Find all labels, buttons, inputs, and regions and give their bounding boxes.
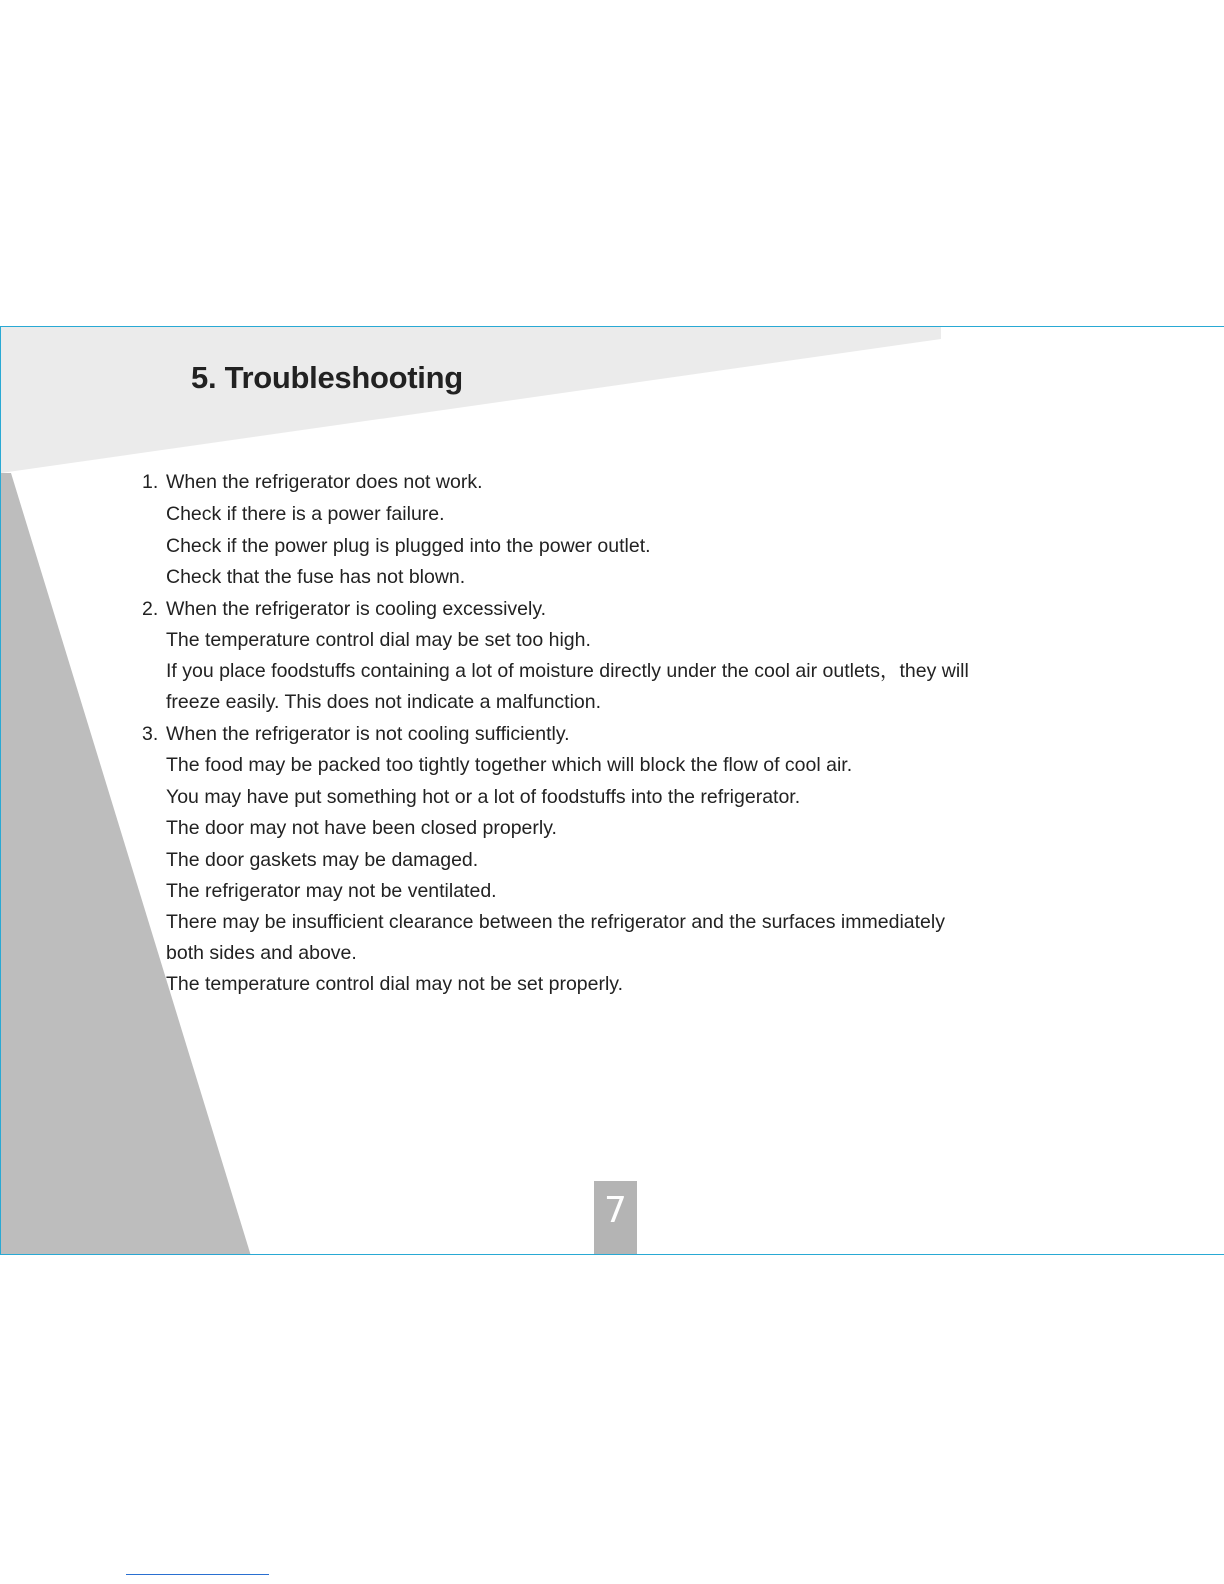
item-detail: freeze easily. This does not indicate a malfunction. [166, 691, 602, 713]
manual-page [0, 326, 1224, 1255]
item-detail: You may have put something hot or a lot of foodstuffs into the refrigerator. [166, 786, 801, 808]
item-detail: The food may be packed too tightly together which will block the flow of cool air. [166, 754, 853, 776]
item-number: 1. [142, 471, 159, 493]
item-heading: When the refrigerator does not work. [166, 471, 483, 493]
page-number: 7 [604, 1190, 627, 1231]
item-number: 3. [142, 723, 159, 745]
light-diagonal-band [1, 327, 941, 473]
item-heading: When the refrigerator is not cooling sufficiently. [166, 723, 570, 745]
item-detail: Check if there is a power failure. [166, 503, 445, 525]
item-detail: The door may not have been closed properly. [166, 817, 557, 839]
item-number: 2. [142, 598, 159, 620]
item-detail: The temperature control dial may be set too high. [166, 629, 591, 651]
item-detail: Check if the power plug is plugged into the power outlet. [166, 535, 651, 557]
page-number-badge [594, 1181, 637, 1255]
item-detail: Check that the fuse has not blown. [166, 566, 466, 588]
item-detail: The refrigerator may not be ventilated. [166, 880, 497, 902]
item-heading: When the refrigerator is cooling excessively. [166, 598, 547, 620]
item-detail: There may be insufficient clearance between the refrigerator and the surfaces immediately [166, 911, 945, 933]
item-detail: The temperature control dial may not be set properly. [166, 973, 624, 995]
item-detail: both sides and above. [166, 942, 357, 964]
page-title: 5. Troubleshooting [191, 360, 463, 395]
item-detail: If you place foodstuffs containing a lot of moisture directly under the cool air outlets，they will [166, 660, 969, 682]
footer-rule [126, 1574, 269, 1575]
item-detail: The door gaskets may be damaged. [166, 849, 479, 871]
